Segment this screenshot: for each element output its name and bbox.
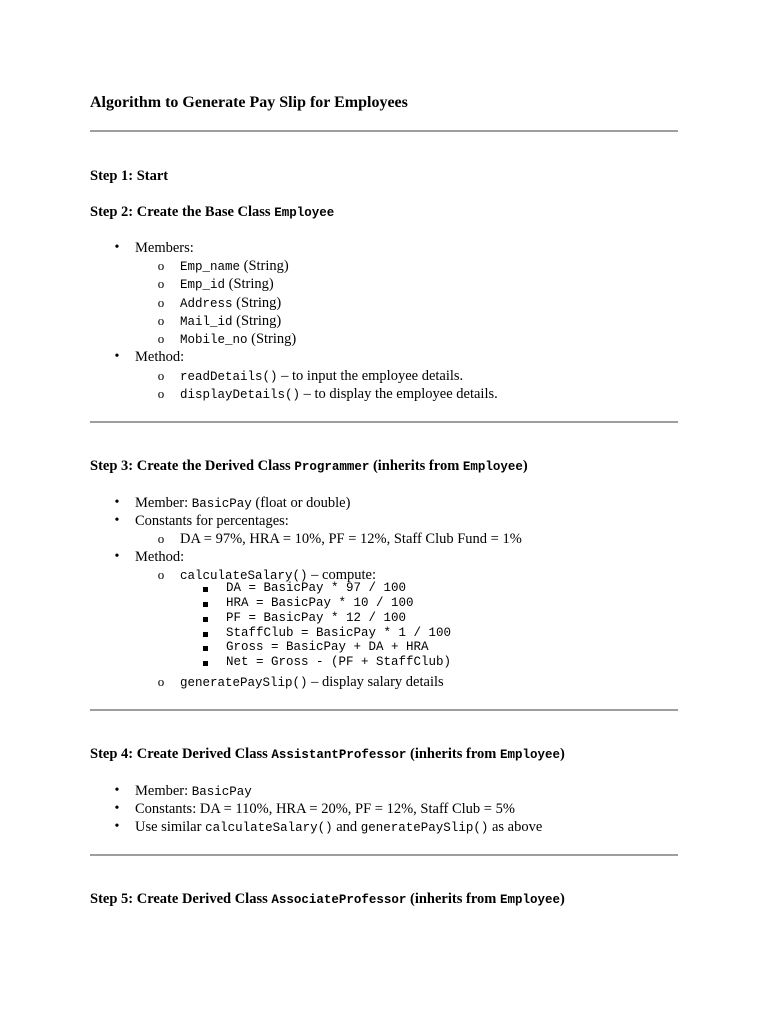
step4-heading-text: Step 4: Create Derived Class [90, 746, 268, 762]
step5-class-name: AssociateProfessor [271, 893, 407, 907]
square-bullet-icon [203, 617, 208, 622]
circle-bullet-icon: o [157, 567, 165, 582]
inherits-prefix: (inherits from [410, 891, 497, 907]
member-line [135, 494, 350, 513]
step4-heading [90, 745, 565, 764]
member-item [180, 312, 281, 331]
method-code: generatePaySlip() [180, 676, 308, 690]
member-type: (String) [236, 295, 282, 311]
circle-bullet-icon: o [157, 331, 165, 346]
circle-bullet-icon: o [157, 313, 165, 328]
step2-class-name: Employee [274, 206, 335, 220]
square-bullet-icon [203, 632, 208, 637]
method-desc: – display salary details [311, 674, 444, 690]
use-suffix: as above [491, 819, 543, 835]
bullet-icon: • [114, 819, 120, 834]
inherits-prefix: (inherits from [410, 746, 497, 762]
square-bullet-icon [203, 587, 208, 592]
divider [90, 854, 678, 856]
member-type: (String) [251, 331, 297, 347]
formula-line: PF = BasicPay * 12 / 100 [226, 611, 407, 625]
circle-bullet-icon: o [157, 295, 165, 310]
step1-heading: Step 1: Start [90, 168, 169, 184]
inherits-suffix: ) [559, 891, 565, 907]
member-code: BasicPay [191, 785, 252, 799]
use-prefix: Use similar [135, 819, 202, 835]
member-item [180, 294, 281, 313]
method-code: generatePaySlip() [360, 821, 489, 835]
member-line [135, 782, 252, 801]
inherits-class: Employee [499, 893, 560, 907]
use-and: and [336, 819, 358, 835]
member-type: (String) [243, 258, 289, 274]
formula-line: Gross = BasicPay + DA + HRA [226, 640, 429, 654]
constants-label: Constants for percentages: [135, 513, 289, 529]
member-type: (float or double) [255, 495, 351, 511]
bullet-icon: • [114, 801, 120, 816]
member-item [180, 275, 274, 294]
inherits-prefix: (inherits from [372, 458, 460, 474]
divider [90, 709, 678, 711]
member-code: Emp_name [180, 260, 241, 274]
circle-bullet-icon: o [157, 531, 165, 546]
step3-heading [90, 457, 528, 476]
method-code: readDetails() [180, 370, 278, 384]
step5-heading-text: Step 5: Create Derived Class [90, 891, 268, 907]
square-bullet-icon [203, 602, 208, 607]
step5-heading [90, 890, 565, 909]
member-code: Mail_id [180, 315, 233, 329]
step2-heading-text: Step 2: Create the Base Class [90, 204, 271, 220]
bullet-icon: • [114, 549, 120, 564]
method-desc: – compute: [311, 567, 376, 583]
step2-heading [90, 203, 334, 222]
member-item [180, 257, 289, 276]
formula-line: DA = BasicPay * 97 / 100 [226, 581, 407, 595]
circle-bullet-icon: o [157, 258, 165, 273]
members-label: Members: [135, 240, 194, 256]
method-code: calculateSalary() [180, 569, 308, 583]
member-code: Address [180, 297, 233, 311]
member-label: Member: [135, 495, 189, 511]
member-code: Mobile_no [180, 333, 248, 347]
formula-line: StaffClub = BasicPay * 1 / 100 [226, 626, 452, 640]
circle-bullet-icon: o [157, 276, 165, 291]
bullet-icon: • [114, 783, 120, 798]
method-item [180, 367, 463, 386]
formula-line: Net = Gross - (PF + StaffClub) [226, 655, 452, 669]
step4-class-name: AssistantProfessor [271, 748, 407, 762]
inherits-suffix: ) [522, 458, 528, 474]
circle-bullet-icon: o [157, 386, 165, 401]
step3-heading-text: Step 3: Create the Derived Class [90, 458, 291, 474]
method-item [180, 385, 498, 404]
document-title: Algorithm to Generate Pay Slip for Employees [90, 94, 408, 111]
square-bullet-icon [203, 661, 208, 666]
constants-value: DA = 97%, HRA = 10%, PF = 12%, Staff Club Fund = 1% [180, 531, 522, 547]
member-code: BasicPay [191, 497, 252, 511]
member-type: (String) [236, 313, 282, 329]
method-desc: – to input the employee details. [281, 368, 464, 384]
step3-class-name: Programmer [294, 460, 370, 474]
member-type: (String) [228, 276, 274, 292]
method-code: calculateSalary() [205, 821, 333, 835]
use-similar-line [135, 818, 542, 837]
method-desc: – to display the employee details. [303, 386, 498, 402]
bullet-icon: • [114, 240, 120, 255]
method-label: Method: [135, 549, 185, 565]
formula-line: HRA = BasicPay * 10 / 100 [226, 596, 414, 610]
bullet-icon: • [114, 513, 120, 528]
member-code: Emp_id [180, 278, 226, 292]
divider [90, 421, 678, 423]
inherits-class: Employee [499, 748, 560, 762]
inherits-suffix: ) [559, 746, 565, 762]
square-bullet-icon [203, 646, 208, 651]
bullet-icon: • [114, 349, 120, 364]
generate-payslip-item [180, 673, 444, 692]
method-code: displayDetails() [180, 388, 301, 402]
circle-bullet-icon: o [157, 368, 165, 383]
member-item [180, 330, 296, 349]
circle-bullet-icon: o [157, 674, 165, 689]
inherits-class: Employee [462, 460, 523, 474]
divider [90, 130, 678, 132]
member-label: Member: [135, 783, 189, 799]
constants-line: Constants: DA = 110%, HRA = 20%, PF = 12%, Staff Club = 5% [135, 801, 515, 817]
method-label: Method: [135, 349, 185, 365]
bullet-icon: • [114, 495, 120, 510]
